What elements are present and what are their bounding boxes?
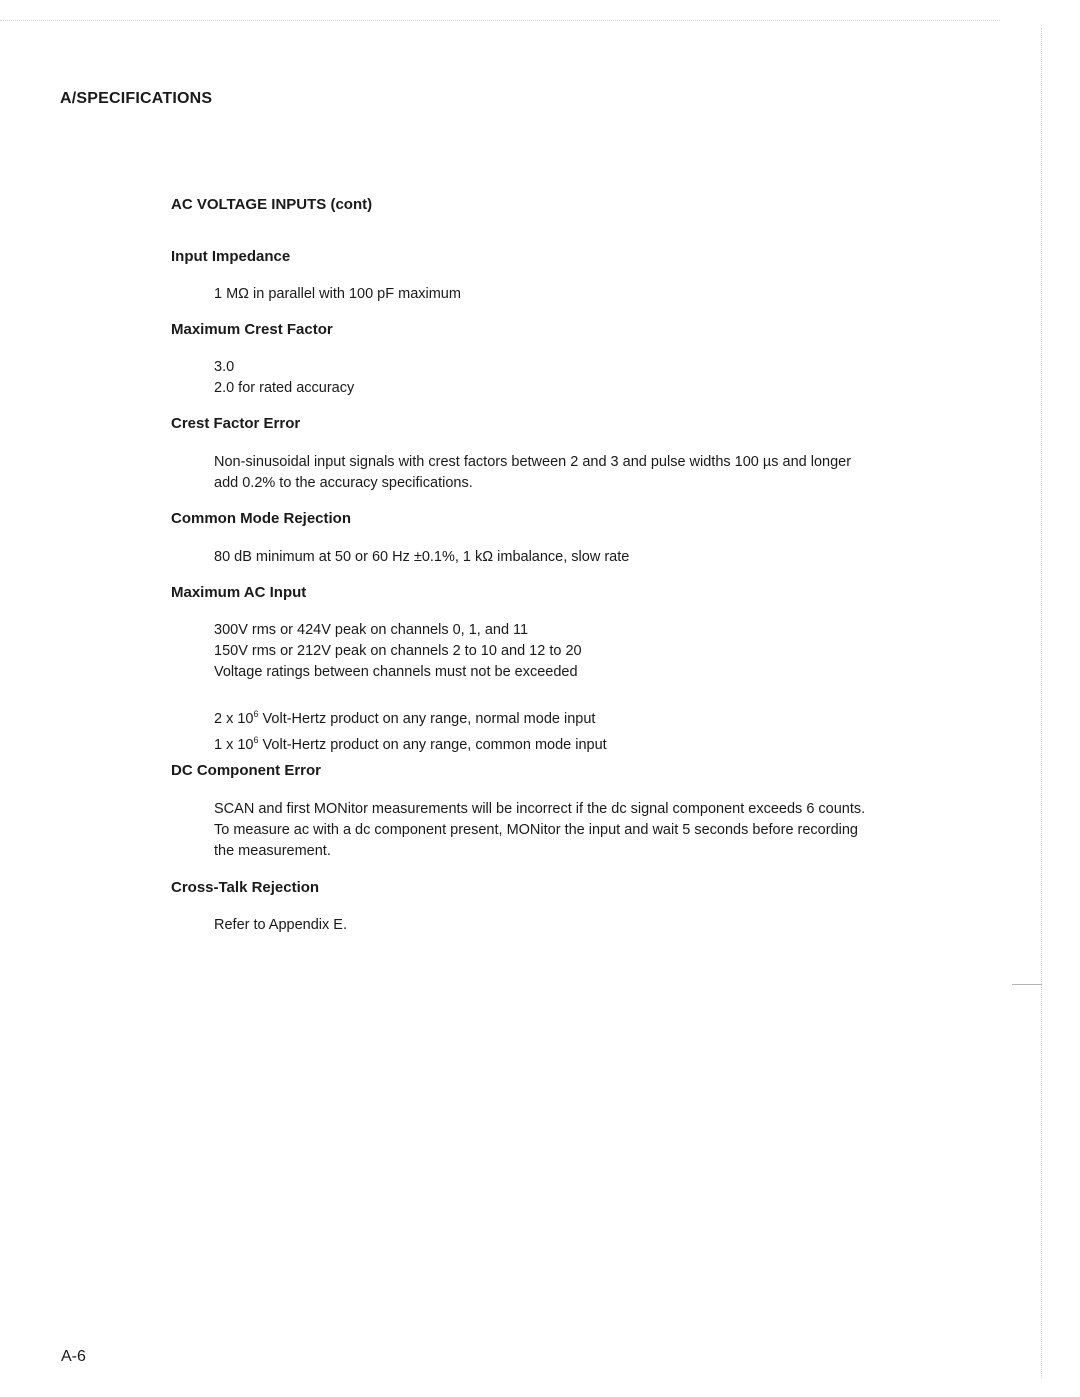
spec-line: Refer to Appendix E. (214, 917, 347, 933)
volt-hertz-exponent: 6 (253, 709, 259, 719)
volt-hertz-exponent: 6 (253, 734, 259, 745)
section-title: A/SPECIFICATIONS (60, 90, 213, 107)
spec-line: add 0.2% to the accuracy specifications. (214, 475, 473, 491)
right-margin-rule (1041, 28, 1042, 1378)
volt-hertz-line (214, 730, 934, 756)
spec-line: the measurement. (214, 843, 331, 859)
spec-line: SCAN and first MONitor measurements will be incorrect if the dc signal component exceeds 6 counts. (214, 801, 866, 817)
page-number: A-6 (61, 1348, 86, 1365)
volt-hertz-text: Volt-Hertz product on any range, common mode input (258, 736, 607, 753)
spec-body-dc-component-error (214, 799, 934, 862)
spec-line: Voltage ratings between channels must not be exceeded (214, 664, 578, 680)
volt-hertz-text: Volt-Hertz product on any range, normal mode input (258, 710, 596, 727)
spec-heading-crest-factor-error: Crest Factor Error (171, 415, 301, 432)
spec-line: 1 MΩ in parallel with 100 pF maximum (214, 286, 461, 302)
spec-body-max-crest-factor (214, 357, 934, 399)
spec-body-crest-factor-error (214, 452, 934, 494)
spec-heading-max-crest-factor: Maximum Crest Factor (171, 321, 333, 338)
spec-heading-common-mode-rejection: Common Mode Rejection (171, 510, 352, 527)
top-border-rule (0, 20, 1000, 21)
spec-heading-max-ac-input: Maximum AC Input (171, 584, 307, 601)
spec-line: 2.0 for rated accuracy (214, 380, 355, 396)
spec-heading-input-impedance: Input Impedance (171, 248, 291, 265)
spec-line: Non-sinusoidal input signals with crest factors between 2 and 3 and pulse widths 100 µs and longer (214, 454, 852, 470)
spec-heading-cross-talk-rejection: Cross-Talk Rejection (171, 879, 320, 896)
spec-body-max-ac-input (214, 620, 934, 683)
spec-line: 150V rms or 212V peak on channels 2 to 10 and 12 to 20 (214, 643, 582, 659)
spec-body-cross-talk-rejection (214, 915, 934, 936)
spec-body-input-impedance (214, 284, 934, 305)
spec-line: To measure ac with a dc component present, MONitor the input and wait 5 seconds before recording (214, 822, 858, 838)
spec-heading-dc-component-error: DC Component Error (171, 762, 321, 779)
subsection-title: AC VOLTAGE INPUTS (cont) (171, 196, 373, 213)
spec-line: 80 dB minimum at 50 or 60 Hz ±0.1%, 1 kΩ imbalance, slow rate (214, 549, 630, 565)
volt-hertz-prefix: 1 x 10 (214, 736, 254, 753)
spec-body-volt-hertz (214, 704, 934, 756)
spec-line: 300V rms or 424V peak on channels 0, 1, and 11 (214, 622, 529, 638)
volt-hertz-line (214, 704, 934, 730)
edge-tick-mark (1012, 984, 1042, 985)
volt-hertz-prefix: 2 x 10 (214, 710, 254, 727)
spec-body-common-mode-rejection (214, 547, 934, 568)
spec-line: 3.0 (214, 359, 235, 375)
